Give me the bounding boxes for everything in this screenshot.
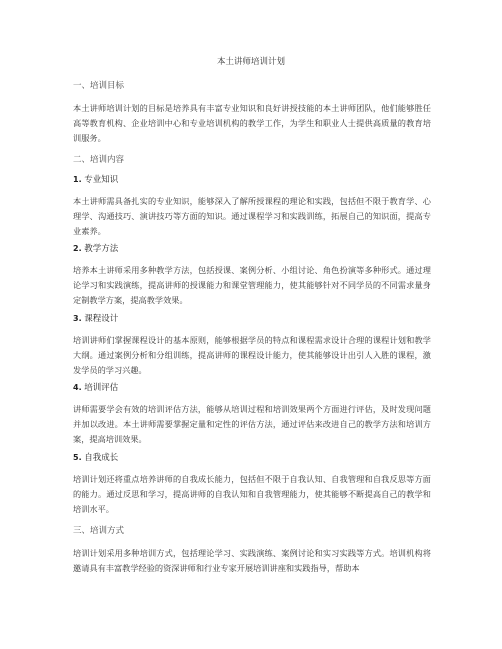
paragraph-teaching-methods: 培养本土讲师采用多种教学方法，包括授课、案例分析、小组讨论、角色扮演等多种形式。通过理论学习和实践演练，提高讲师的授课能力和课堂管理能力，使其能够针对不同学员的不同需求量身定制教学方案，提高教学效果。 (73, 265, 431, 305)
item-label: 培训评估 (81, 383, 119, 393)
item-number: 5. (73, 453, 82, 462)
subheading-course-design (73, 313, 118, 325)
document-title: 本土讲师培训计划 (216, 57, 285, 67)
paragraph-professional-knowledge: 本土讲师需具备扎实的专业知识，能够深入了解所授课程的理论和实践，包括但不限于教育学、心理学、沟通技巧、演讲技巧等方面的知识。通过课程学习和实践训练，拓展自己的知识面，提高专业素养。 (73, 196, 431, 236)
subheading-self-growth (73, 452, 118, 464)
subheading-teaching-methods (73, 243, 118, 255)
item-label: 课程设计 (81, 314, 119, 324)
item-number: 3. (73, 314, 82, 323)
paragraph-goals: 本土讲师培训计划的目标是培养具有丰富专业知识和良好讲授技能的本土讲师团队，他们能够胜任高等教育机构、企业培训中心和专业培训机构的教学工作，为学生和职业人士提供高质量的教育培训服务。 (73, 103, 431, 143)
subheading-professional-knowledge (73, 174, 118, 186)
item-label: 专业知识 (81, 175, 119, 185)
item-label: 教学方法 (81, 244, 119, 254)
item-number: 4. (73, 383, 82, 392)
subheading-training-evaluation (73, 382, 118, 394)
paragraph-self-growth: 培训计划还将重点培养讲师的自我成长能力，包括但不限于自我认知、自我管理和自我反思等方面的能力。通过反思和学习，提高讲师的自我认知和自我管理能力，使其能够不断提高自己的教学和培训水平。 (73, 474, 431, 514)
item-number: 2. (73, 244, 82, 253)
paragraph-training-evaluation: 讲师需要学会有效的培训评估方法，能够从培训过程和培训效果两个方面进行评估，及时发现问题并加以改进。本土讲师需要掌握定量和定性的评估方法，通过评估来改进自己的教学方法和培训方案，提高培训效果。 (73, 404, 431, 444)
section-heading-methods: 三、培训方式 (73, 526, 125, 536)
paragraph-course-design: 培训讲师们掌握课程设计的基本原则，能够根据学员的特点和课程需求设计合理的课程计划和教学大纲。通过案例分析和分组训练，提高讲师的课程设计能力，使其能够设计出引人入胜的课程，激发学员的学习兴趣。 (73, 335, 431, 375)
section-heading-content: 二、培训内容 (73, 155, 125, 165)
section-heading-goals: 一、培训目标 (73, 81, 125, 91)
item-number: 1. (73, 175, 82, 184)
paragraph-training-methods: 培训计划采用多种培训方式，包括理论学习、实践演练、案例讨论和实习实践等方式。培训机构将邀请具有丰富教学经验的资深讲师和行业专家开展培训讲座和实践指导，帮助本 (73, 548, 431, 573)
item-label: 自我成长 (81, 453, 119, 463)
